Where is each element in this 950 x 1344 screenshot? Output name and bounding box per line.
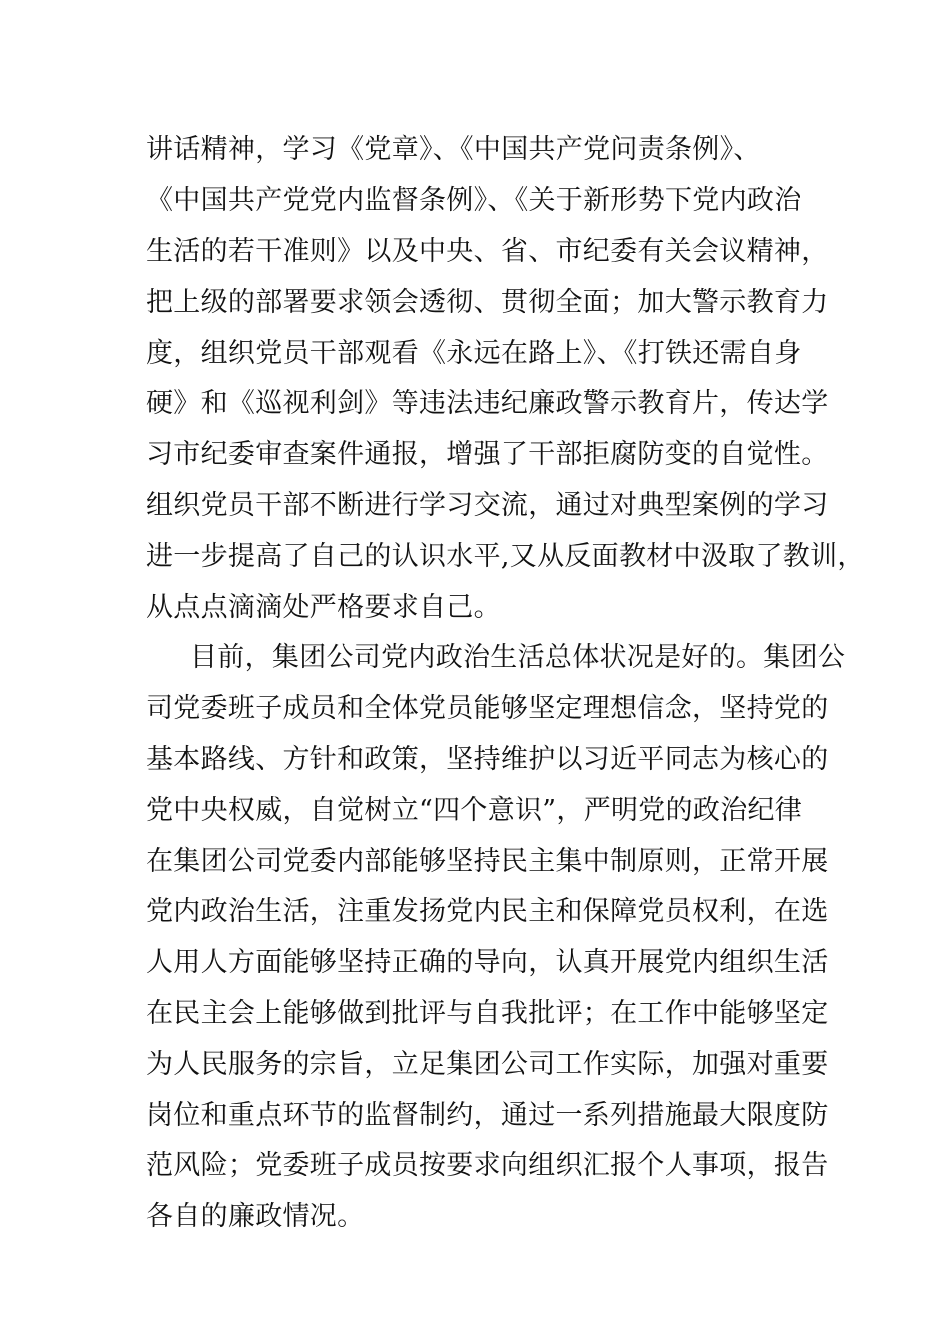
text-line: 硬》和《巡视利剑》等违法违纪廉政警示教育片，传达学: [146, 388, 829, 419]
text-line: 党中央权威，自觉树立“四个意识”，严明党的政治纪律: [146, 795, 803, 826]
text-line: 司党委班子成员和全体党员能够坚定理想信念，坚持党的: [146, 693, 829, 724]
text-line: 习市纪委审查案件通报，增强了干部拒腐防变的自觉性。: [146, 439, 829, 470]
text-line: 把上级的部署要求领会透彻、贯彻全面；加大警示教育力: [146, 287, 829, 318]
text-line: 进一步提高了自己的认识水平,又从反面教材中汲取了教训，: [146, 541, 865, 572]
text-line: 在集团公司党委内部能够坚持民主集中制原则，正常开展: [146, 846, 829, 877]
text-line: 组织党员干部不断进行学习交流，通过对典型案例的学习: [146, 490, 829, 521]
text-line: 在民主会上能够做到批评与自我批评；在工作中能够坚定: [146, 998, 829, 1029]
text-line: 度，组织党员干部观看《永远在路上》、《打铁还需自身: [146, 338, 802, 369]
text-line: 从点点滴滴处严格要求自己。: [146, 592, 501, 623]
text-line: 岗位和重点环节的监督制约，通过一系列措施最大限度防: [146, 1100, 829, 1131]
text-line: 党内政治生活，注重发扬党内民主和保障党员权利，在选: [146, 896, 829, 927]
text-line: 生活的若干准则》以及中央、省、市纪委有关会议精神，: [146, 236, 829, 267]
paragraph-first-line: 目前，集团公司党内政治生活总体状况是好的。集团公: [190, 642, 846, 673]
text-line: 人用人方面能够坚持正确的导向，认真开展党内组织生活: [146, 947, 829, 978]
text-line: 《中国共产党党内监督条例》、《关于新形势下党内政治: [146, 185, 802, 216]
text-line: 各自的廉政情况。: [146, 1201, 365, 1232]
text-line: 基本路线、方针和政策，坚持维护以习近平同志为核心的: [146, 744, 829, 775]
text-line: 范风险；党委班子成员按要求向组织汇报个人事项，报告: [146, 1150, 829, 1181]
text-line: 为人民服务的宗旨，立足集团公司工作实际，加强对重要: [146, 1049, 829, 1080]
text-line: 讲话精神，学习《党章》、《中国共产党问责条例》、: [146, 134, 761, 165]
